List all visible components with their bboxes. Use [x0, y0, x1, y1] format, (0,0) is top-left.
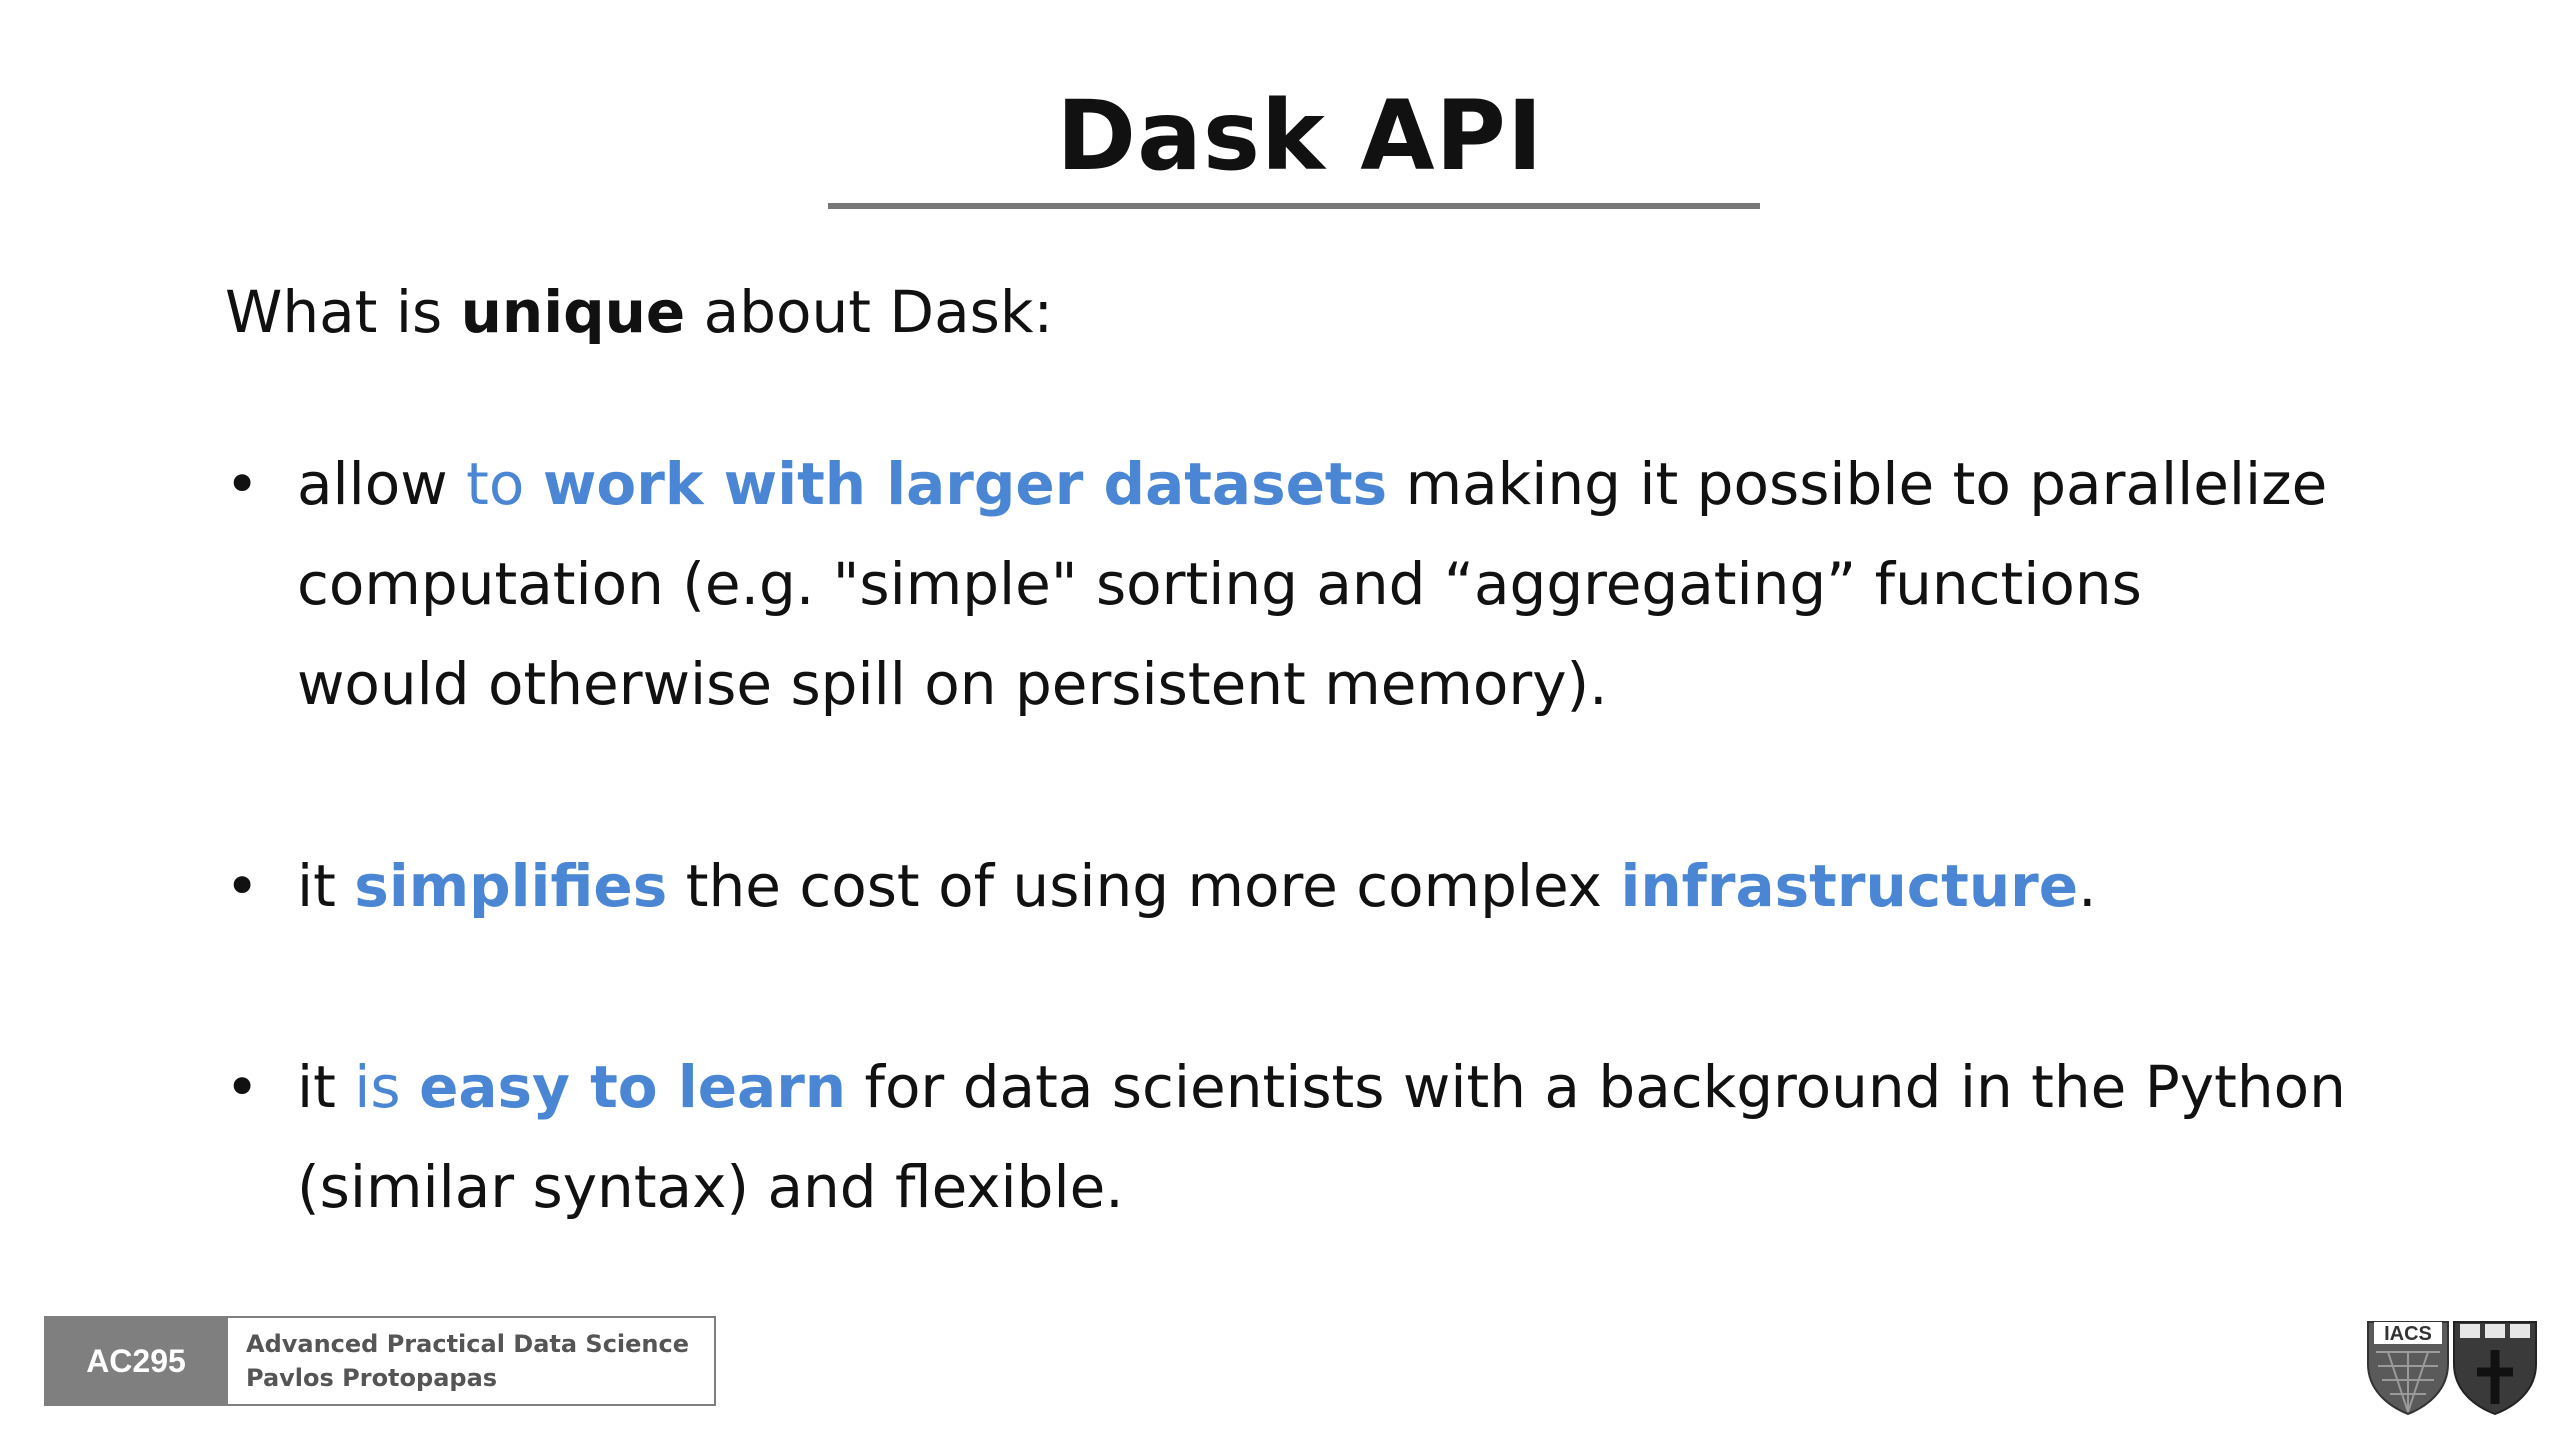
text-run: allow: [297, 450, 467, 518]
bullet-line: [297, 1037, 2346, 1137]
slide-title: Dask API: [1056, 80, 1544, 192]
bullet-text: [297, 1037, 2346, 1237]
bullet-line: would otherwise spill on persistent memory).: [297, 650, 1608, 718]
highlight-run: to: [466, 450, 543, 518]
bullet-dot: •: [225, 852, 260, 920]
bullet-text: [297, 434, 2327, 734]
intro-text: [225, 278, 1053, 346]
bullet-line: computation (e.g. "simple" sorting and “aggregating” functions: [297, 550, 2142, 618]
highlight-bold-run: work with larger datasets: [542, 450, 1388, 518]
bullet-item: [225, 1037, 2505, 1237]
bullet-text: [297, 836, 2097, 936]
course-name: Advanced Practical Data Science: [246, 1330, 690, 1358]
bullet-item: [225, 434, 2465, 734]
text-run: making it possible to parallelize: [1387, 450, 2328, 518]
intro-bold: unique: [460, 278, 686, 346]
bullet-dot: •: [225, 1053, 260, 1121]
title-underline: [828, 203, 1760, 209]
highlight-bold-run: easy to learn: [419, 1053, 847, 1121]
course-code: AC295: [44, 1316, 228, 1406]
text-run: the cost of using more complex: [667, 852, 1621, 920]
logo-graphic: [2364, 1316, 2540, 1416]
text-run: for data scientists with a background in the Python: [846, 1053, 2346, 1121]
highlight-bold-run: infrastructure: [1620, 852, 2079, 920]
bullet-item: [225, 836, 2465, 936]
highlight-run: is: [354, 1053, 420, 1121]
course-info: [228, 1316, 716, 1406]
institution-logos: [2364, 1316, 2540, 1416]
bullet-line: [297, 434, 2327, 534]
text-run: .: [2078, 852, 2097, 920]
logo-text: IACS: [2384, 1323, 2432, 1345]
intro-pre: What is: [225, 278, 461, 346]
instructor-name: Pavlos Protopapas: [246, 1364, 498, 1392]
iacs-shield-icon: [2368, 1322, 2448, 1414]
course-footer: [44, 1316, 716, 1406]
highlight-bold-run: simplifies: [354, 852, 668, 920]
harvard-shield-icon: [2454, 1322, 2536, 1414]
text-run: it: [297, 852, 355, 920]
intro-post: about Dask:: [685, 278, 1053, 346]
bullet-line: (similar syntax) and flexible.: [297, 1153, 1124, 1221]
text-run: it: [297, 1053, 355, 1121]
bullet-dot: •: [225, 450, 260, 518]
bullet-line: [297, 836, 2097, 936]
